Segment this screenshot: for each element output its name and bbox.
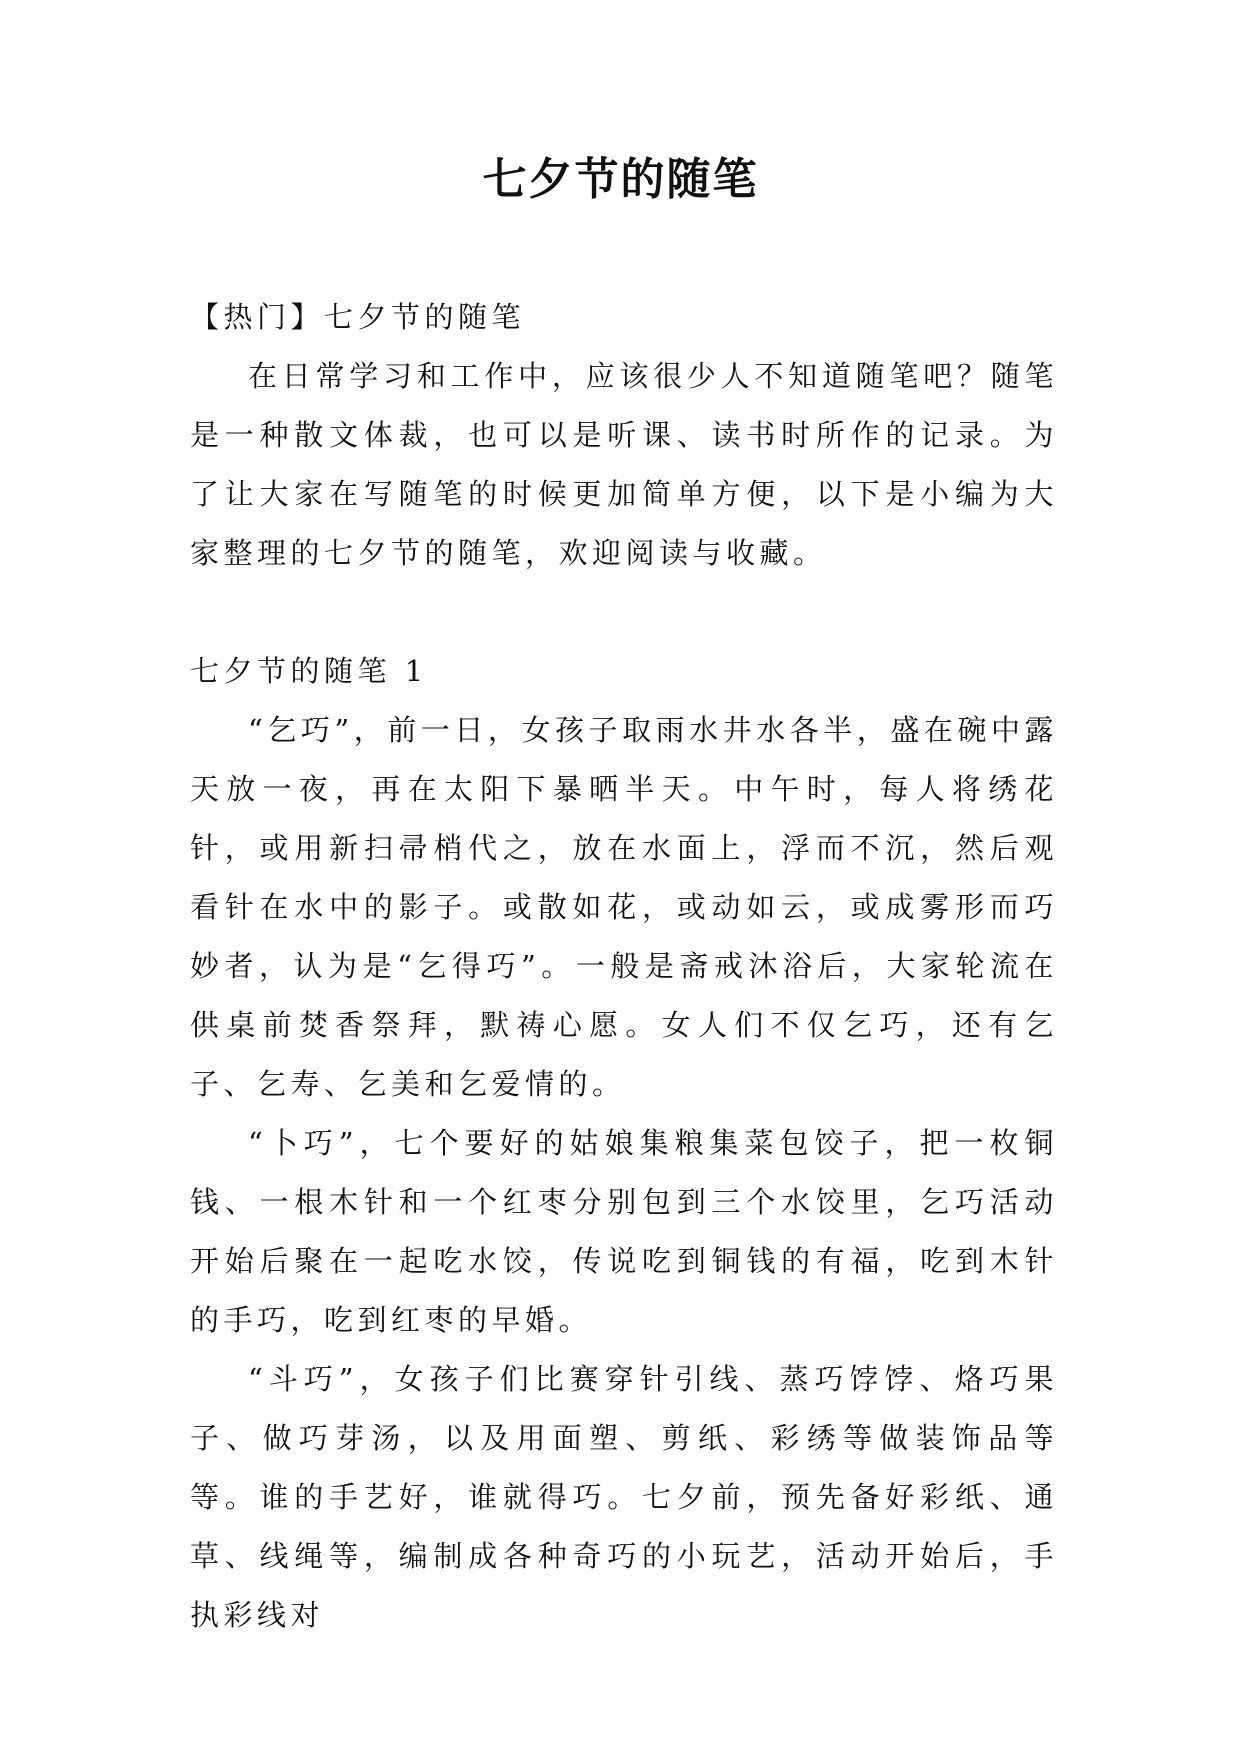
- body-paragraph: “卜巧”，七个要好的姑娘集粮集菜包饺子，把一枚铜钱、一根木针和一个红枣分别包到三个水饺里，乞巧活动开始后聚在一起吃水饺，传说吃到铜钱的有福，吃到木针的手巧，吃到红枣的早婚。: [190, 1126, 1058, 1337]
- intro-paragraph: 在日常学习和工作中，应该很少人不知道随笔吧？随笔是一种散文体裁，也可以是听课、读书时所作的记录。为了让大家在写随笔的时候更加简单方便，以下是小编为大家整理的七夕节的随笔，欢迎阅读与收藏。: [190, 359, 1058, 570]
- intro-heading: 【热门】七夕节的随笔: [190, 300, 526, 334]
- body-paragraph: “斗巧”，女孩子们比赛穿针引线、蒸巧饽饽、烙巧果子、做巧芽汤，以及用面塑、剪纸、彩绣等做装饰品等等。谁的手艺好，谁就得巧。七夕前，预先备好彩纸、通草、线绳等，编制成各种奇巧的小玩艺，活动开始后，手执彩线对: [190, 1362, 1058, 1632]
- section-spacer: [190, 583, 1058, 642]
- document-title: 七夕节的随笔: [482, 154, 759, 205]
- document-body: [190, 288, 1058, 1645]
- section-heading: 七夕节的随笔 1: [190, 654, 428, 688]
- body-paragraph: “乞巧”，前一日，女孩子取雨水井水各半，盛在碗中露天放一夜，再在太阳下暴晒半天。中午时，每人将绣花针，或用新扫帚梢代之，放在水面上，浮而不沉，然后观看针在水中的影子。或散如花，或动如云，或成雾形而巧妙者，认为是“乞得巧”。一般是斋戒沐浴后，大家轮流在供桌前焚香祭拜，默祷心愿。女人们不仅乞巧，还有乞子、乞寿、乞美和乞爱情的。: [190, 713, 1058, 1101]
